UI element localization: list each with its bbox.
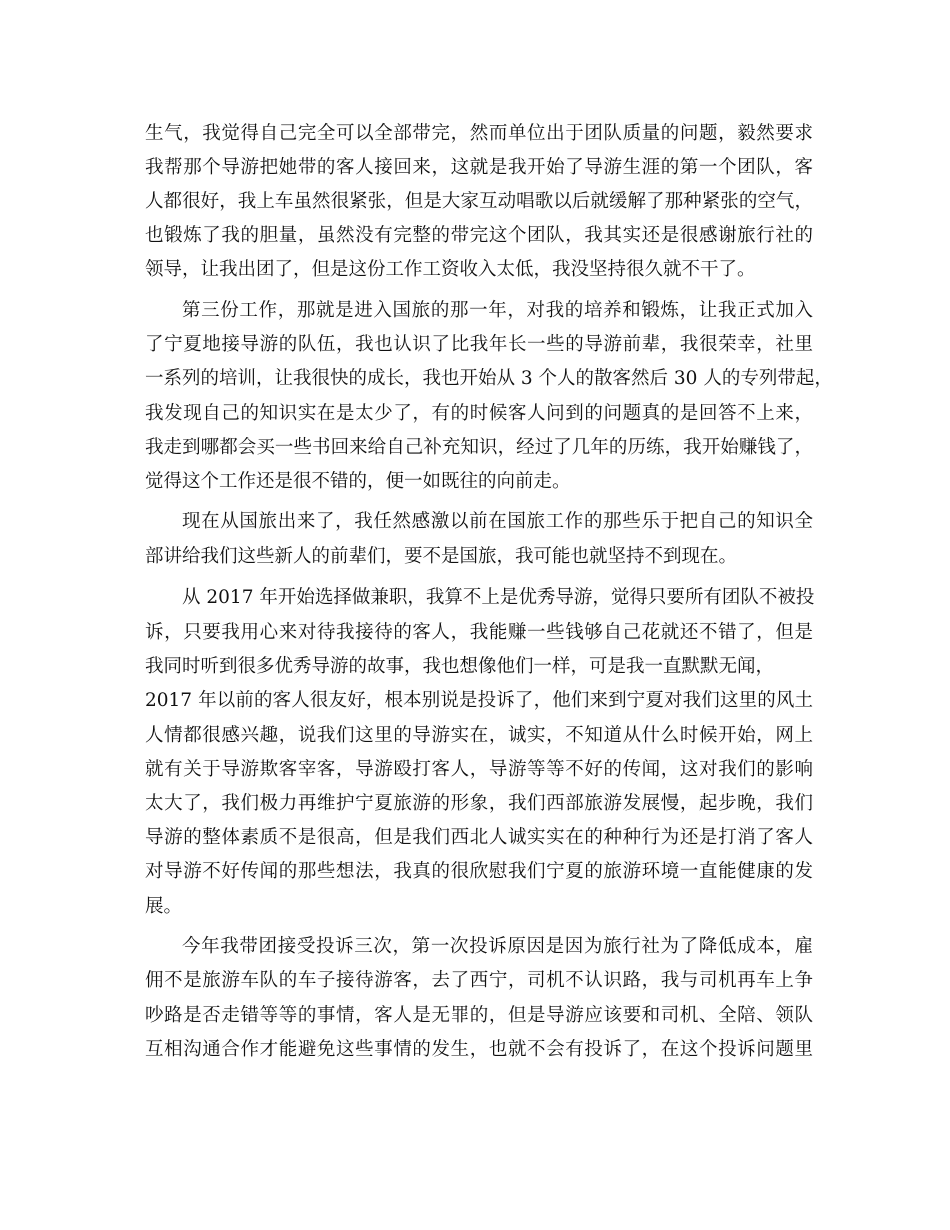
text-line: 我走到哪都会买一些书回来给自己补充知识，经过了几年的历练，我开始赚钱了， bbox=[145, 437, 813, 458]
text-line: 了宁夏地接导游的队伍，我也认识了比我年长一些的导游前辈，我很荣幸，社里 bbox=[145, 334, 813, 355]
text-line: 佣不是旅游车队的车子接待游客，去了西宁，司机不认识路，我与司机再车上争 bbox=[145, 970, 813, 991]
text-line: 太大了，我们极力再维护宁夏旅游的形象，我们西部旅游发展慢，起步晚，我们 bbox=[145, 793, 813, 814]
text-line: 我帮那个导游把她带的客人接回来，这就是我开始了导游生涯的第一个团队，客 bbox=[145, 157, 813, 178]
text-line: 第三份工作，那就是进入国旅的那一年，对我的培养和锻炼，让我正式加入 bbox=[182, 300, 813, 321]
text-line: 从 2017 年开始选择做兼职，我算不上是优秀导游，觉得只要所有团队不被投 bbox=[182, 587, 815, 608]
text-line: 吵路是否走错等等的事情，客人是无罪的，但是导游应该要和司机、全陪、领队 bbox=[145, 1005, 813, 1026]
text-line: 我同时听到很多优秀导游的故事，我也想像他们一样，可是我一直默默无闻， bbox=[145, 656, 775, 677]
text-line: 我发现自己的知识实在是太少了，有的时候客人问到的问题真的是回答不上来， bbox=[145, 403, 813, 424]
text-line: 就有关于导游欺客宰客，导游殴打客人，导游等等不好的传闻，这对我们的影响 bbox=[145, 759, 813, 780]
text-line: 诉，只要我用心来对待我接待的客人，我能赚一些钱够自己花就还不错了，但是 bbox=[145, 622, 813, 643]
text-line: 现在从国旅出来了，我任然感激以前在国旅工作的那些乐于把自己的知识全 bbox=[182, 511, 813, 532]
text-line: 也锻炼了我的胆量，虽然没有完整的带完这个团队，我其实还是很感谢旅行社的 bbox=[145, 225, 813, 246]
text-line: 2017 年以前的客人很友好，根本别说是投诉了，他们来到宁夏对我们这里的风土 bbox=[145, 690, 813, 711]
text-line: 导游的整体素质不是很高，但是我们西北人诚实实在的种种行为还是打消了客人 bbox=[145, 827, 813, 848]
text-line: 生气，我觉得自己完全可以全部带完，然而单位出于团队质量的问题，毅然要求 bbox=[145, 123, 813, 144]
text-line: 觉得这个工作还是很不错的，便一如既往的向前走。 bbox=[145, 471, 571, 492]
text-line: 互相沟通合作才能避免这些事情的发生，也就不会有投诉了，在这个投诉问题里 bbox=[145, 1039, 813, 1060]
text-line: 领导，让我出团了，但是这份工作工资收入太低，我没坚持很久就不干了。 bbox=[145, 259, 756, 280]
text-line: 展。 bbox=[145, 896, 183, 917]
text-line: 人情都很感兴趣，说我们这里的导游实在，诚实，不知道从什么时候开始，网上 bbox=[145, 725, 813, 746]
text-line: 人都很好，我上车虽然很紧张，但是大家互动唱歌以后就缓解了那种紧张的空气， bbox=[145, 191, 813, 212]
text-line: 今年我带团接受投诉三次，第一次投诉原因是因为旅行社为了降低成本，雇 bbox=[182, 936, 813, 957]
text-line: 部讲给我们这些新人的前辈们，要不是国旅，我可能也就坚持不到现在。 bbox=[145, 546, 738, 567]
text-line: 一系列的培训，让我很快的成长，我也开始从 3 个人的散客然后 30 人的专列带起， bbox=[145, 368, 833, 389]
text-line: 对导游不好传闻的那些想法，我真的很欣慰我们宁夏的旅游环境一直能健康的发 bbox=[145, 861, 813, 882]
